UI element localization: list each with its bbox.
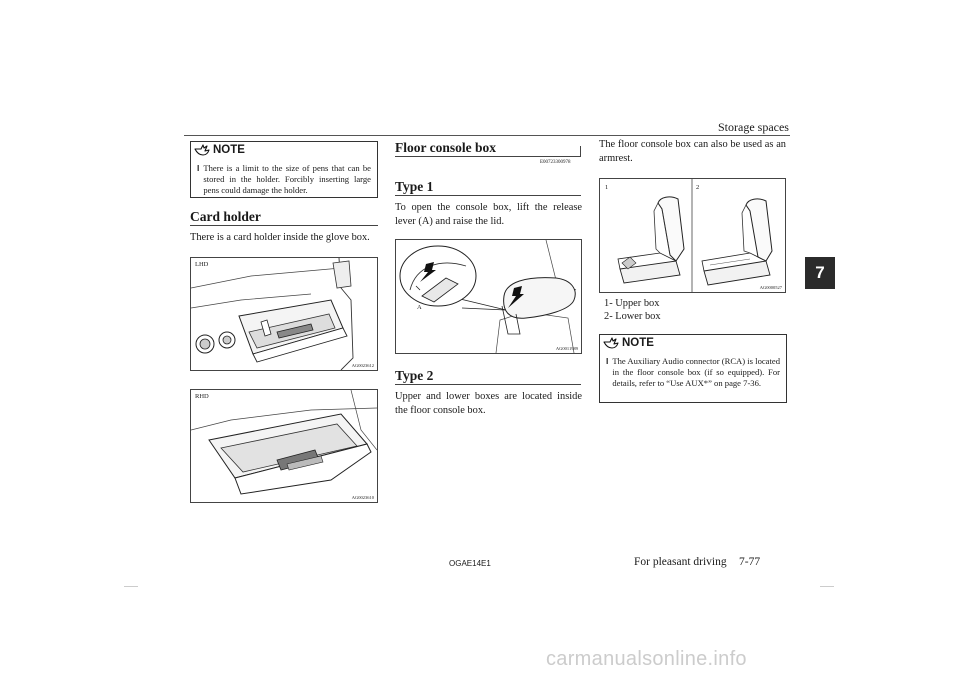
note-text: There is a limit to the size of pens that can be stored in the holder. Forcibly inserting large pens could damage the holder. xyxy=(203,163,371,195)
note-text: The Auxiliary Audio connector (RCA) is located in the floor console box (if so equipped). For details, refer to “Use AUX*” on page 7-36. xyxy=(612,356,780,388)
callout-a: A xyxy=(417,304,422,311)
heading-rule xyxy=(190,225,378,226)
list-item-lower-box: 2- Lower box xyxy=(604,311,661,322)
list-item-upper-box: 1- Upper box xyxy=(604,298,660,309)
heading-type-2: Type 2 xyxy=(395,368,434,383)
heading-rule xyxy=(395,384,581,385)
figure-label-2: 2 xyxy=(696,184,700,191)
note-title xyxy=(603,337,654,349)
figure-label-1: 1 xyxy=(605,184,609,191)
crop-mark xyxy=(820,586,834,587)
figure-upper-lower-box xyxy=(599,178,786,293)
figure-glove-box-lhd xyxy=(190,257,378,371)
heading-floor-console-box: Floor console box xyxy=(395,140,496,155)
figure-code: AG0000527 xyxy=(759,285,782,290)
armrest-text: The floor console box can also be used as an armrest. xyxy=(599,139,786,164)
section-header: Storage spaces xyxy=(718,120,789,134)
figure-code: AG0023612 xyxy=(351,363,374,368)
watermark: carmanualsonline.info xyxy=(546,648,747,670)
chapter-tab[interactable]: 7 xyxy=(805,257,835,289)
heading-type-1: Type 1 xyxy=(395,179,434,194)
type-1-text: To open the console box, lift the release lever (A) and raise the lid. xyxy=(395,202,582,227)
note-box-pens xyxy=(190,141,378,198)
heading-rule xyxy=(395,195,581,196)
hand-note-icon xyxy=(603,337,619,349)
figure-console-release-lever xyxy=(395,239,582,354)
hand-note-icon xyxy=(194,144,210,156)
crop-mark xyxy=(124,586,138,587)
card-holder-text: There is a card holder inside the glove box. xyxy=(190,232,370,243)
figure-glove-box-rhd xyxy=(190,389,378,503)
heading-rule xyxy=(395,156,581,157)
figure-label: RHD xyxy=(195,393,209,400)
note-box-aux xyxy=(599,334,787,403)
figure-label: LHD xyxy=(195,261,209,268)
bullet: l xyxy=(197,163,200,173)
note-title xyxy=(194,144,245,156)
page-number: 7-77 xyxy=(739,556,761,568)
footer-section: For pleasant driving xyxy=(634,556,727,568)
figure-code: AG0023610 xyxy=(351,495,374,500)
note-title-text: NOTE xyxy=(622,337,654,349)
footer-code: OGAE14E1 xyxy=(449,559,491,568)
heading-rule-end xyxy=(580,146,581,157)
figure-code: AG0011989 xyxy=(555,346,578,351)
header-rule xyxy=(184,135,790,136)
type-2-text: Upper and lower boxes are located inside the floor console box. xyxy=(395,391,582,416)
bullet: l xyxy=(606,356,609,366)
heading-card-holder: Card holder xyxy=(190,209,261,224)
note-title-text: NOTE xyxy=(213,144,245,156)
reference-code: E00723300978 xyxy=(540,160,571,165)
